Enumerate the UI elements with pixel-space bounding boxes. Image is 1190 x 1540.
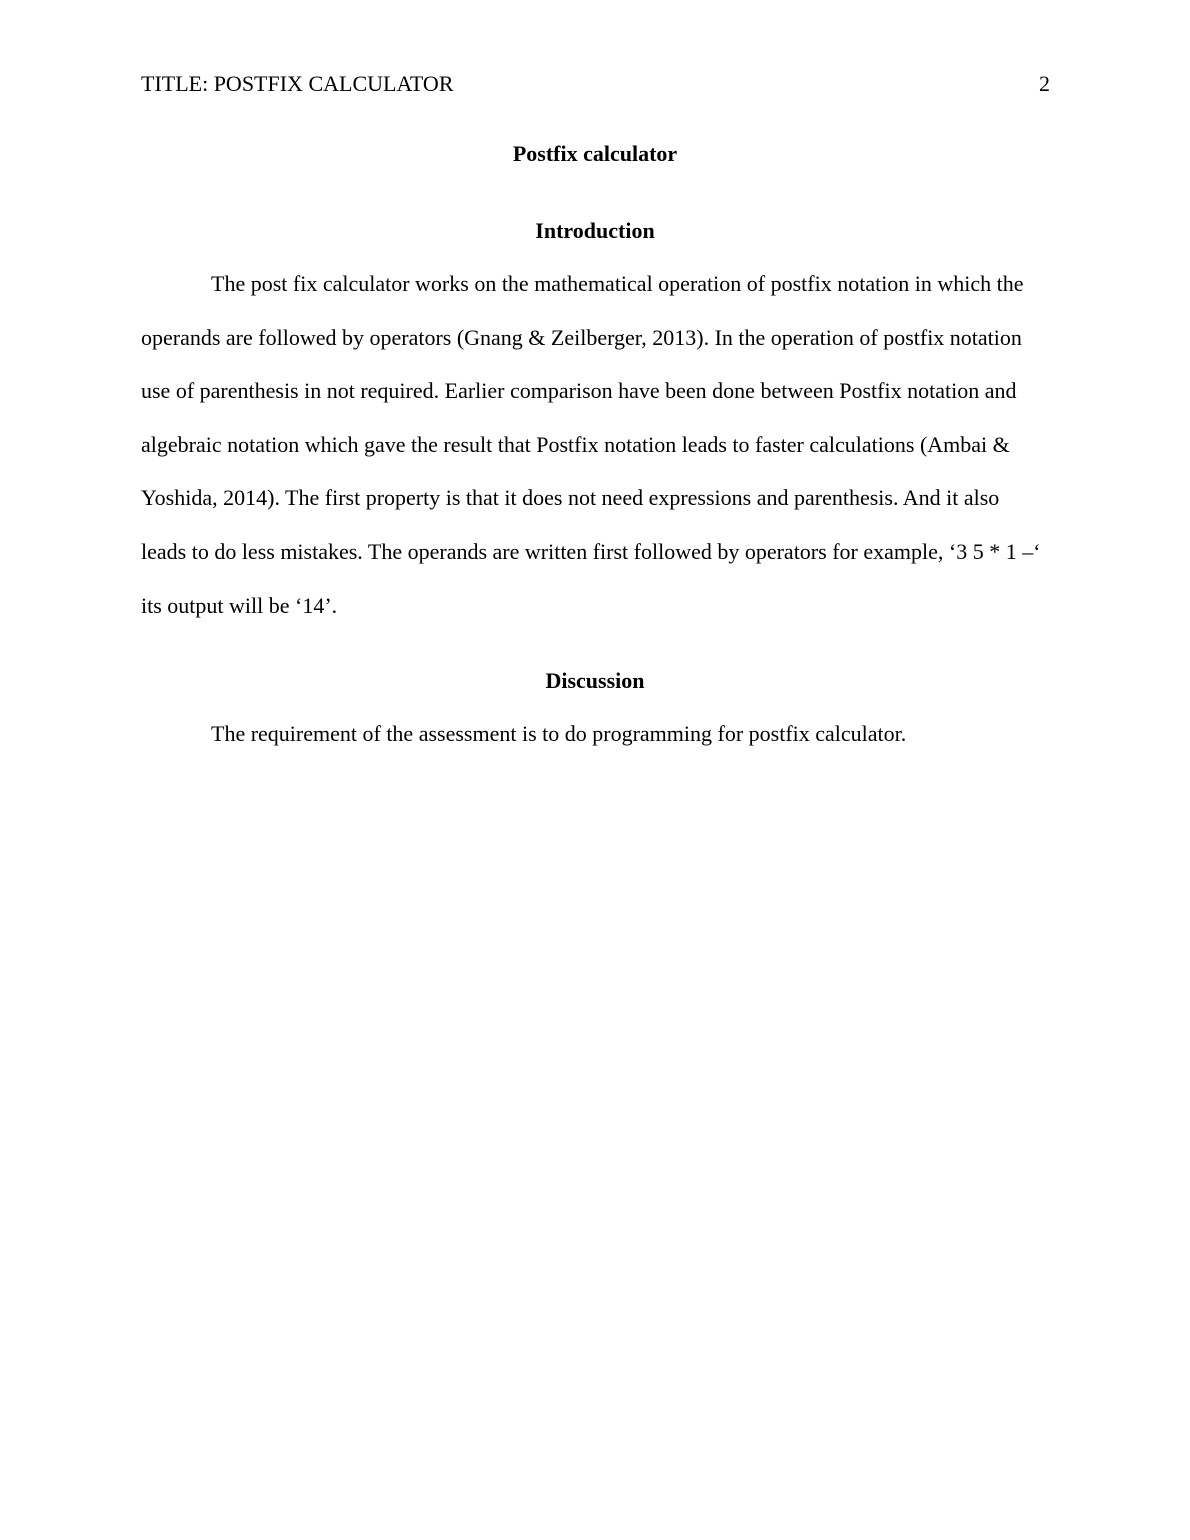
document-body [141, 140, 1049, 761]
running-head: TITLE: POSTFIX CALCULATOR [141, 71, 454, 96]
document-title: Postfix calculator [512, 141, 678, 166]
page-number: 2 [1039, 71, 1050, 96]
section-heading-introduction: Introduction [535, 218, 655, 243]
section-heading-discussion: Discussion [545, 668, 645, 694]
discussion-paragraph: The requirement of the assessment is to do programming for postfix calculator. [211, 721, 907, 747]
introduction-paragraph: The post fix calculator works on the mathematical operation of postfix notation in which the operands are followed by operators (Gnang & Zeilberger, 2013). In the operation of postfix notation use of parenthesis in not required. Earlier comparison have been done between Postfix notation and algebraic notation which gave the result that Postfix notation leads to faster calculations (Ambai & Yoshida, 2014). The first property is that it does not need expressions and parenthesis. And it also leads to do less mistakes. The operands are written first followed by operators for example, ‘3 5 * 1 –‘ its output will be ‘14’. [141, 271, 1041, 618]
